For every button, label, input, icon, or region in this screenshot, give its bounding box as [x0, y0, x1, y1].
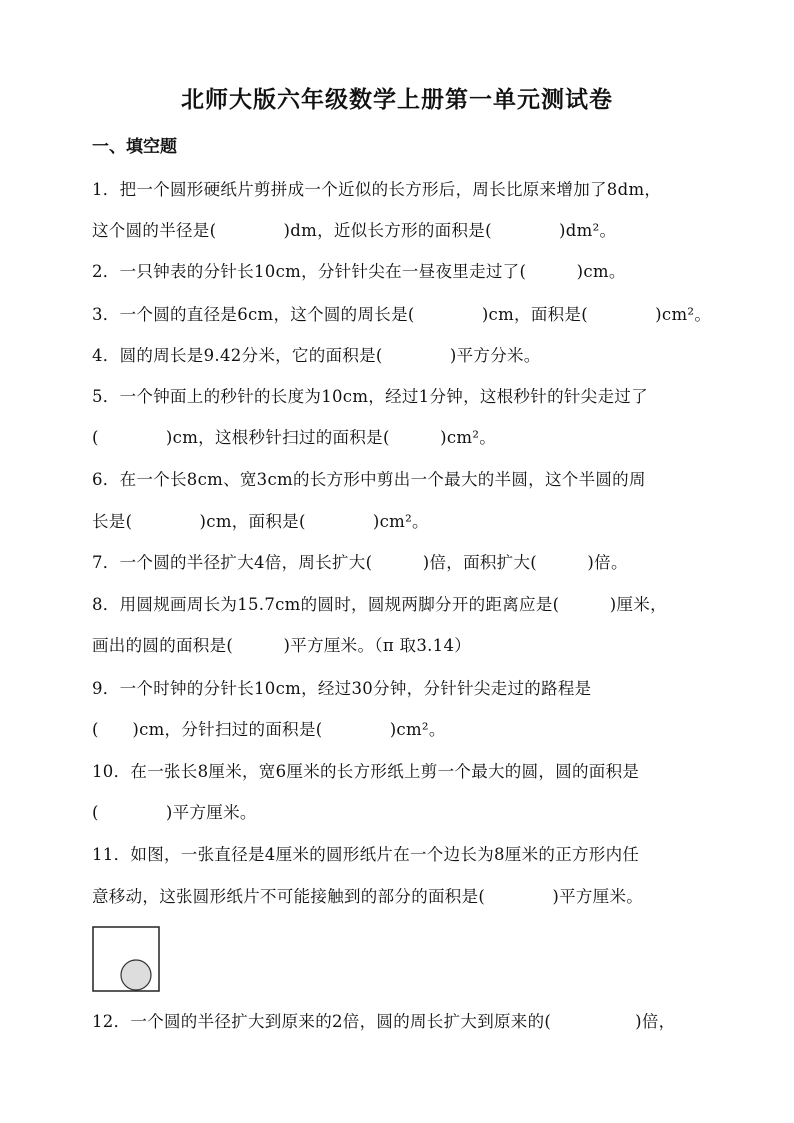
question-11-line-2: 意移动，这张圆形纸片不可能接触到的部分的面积是( )平方厘米。: [92, 887, 644, 906]
question-9-line-2: ( )cm，分针扫过的面积是( )cm²。: [92, 720, 446, 739]
question-11-line-1: 11．如图，一张直径是4厘米的圆形纸片在一个边长为8厘米的正方形内任: [92, 845, 640, 864]
question-6-line-2: 长是( )cm，面积是( )cm²。: [92, 512, 429, 531]
question-7: 7．一个圆的半径扩大4倍，周长扩大( )倍，面积扩大( )倍。: [92, 553, 628, 572]
square-with-circle-figure: [92, 926, 160, 992]
question-8-line-2: 画出的圆的面积是( )平方厘米。（π 取3.14）: [92, 636, 472, 655]
question-9-line-1: 9．一个时钟的分针长10cm，经过30分钟，分针针尖走过的路程是: [92, 679, 592, 698]
question-1-line-1: 1．把一个圆形硬纸片剪拼成一个近似的长方形后，周长比原来增加了8dm，: [92, 180, 662, 199]
section-heading: 一、填空题: [92, 137, 177, 157]
question-8-line-1: 8．用圆规画周长为15.7cm的圆时，圆规两脚分开的距离应是( )厘米，: [92, 595, 667, 614]
question-4: 4．圆的周长是9.42分米，它的面积是( )平方分米。: [92, 346, 541, 365]
question-6-line-1: 6．在一个长8cm、宽3cm的长方形中剪出一个最大的半圆，这个半圆的周: [92, 470, 646, 489]
question-10-line-1: 10．在一张长8厘米，宽6厘米的长方形纸上剪一个最大的圆，圆的面积是: [92, 762, 640, 781]
question-2: 2．一只钟表的分针长10cm，分针针尖在一昼夜里走过了( )cm。: [92, 262, 626, 281]
question-1-line-2: 这个圆的半径是( )dm，近似长方形的面积是( )dm²。: [92, 221, 617, 240]
question-3: 3．一个圆的直径是6cm，这个圆的周长是( )cm，面积是( )cm²。: [92, 305, 712, 324]
question-12: 12．一个圆的半径扩大到原来的2倍，圆的周长扩大到原来的( )倍，: [92, 1012, 676, 1031]
question-5-line-2: ( )cm，这根秒针扫过的面积是( )cm²。: [92, 428, 497, 447]
page-title: 北师大版六年级数学上册第一单元测试卷: [181, 86, 613, 113]
question-5-line-1: 5．一个钟面上的秒针的长度为10cm，经过1分钟，这根秒针的针尖走过了: [92, 387, 648, 406]
question-10-line-2: ( )平方厘米。: [92, 803, 257, 822]
figure-circle: [121, 960, 151, 990]
